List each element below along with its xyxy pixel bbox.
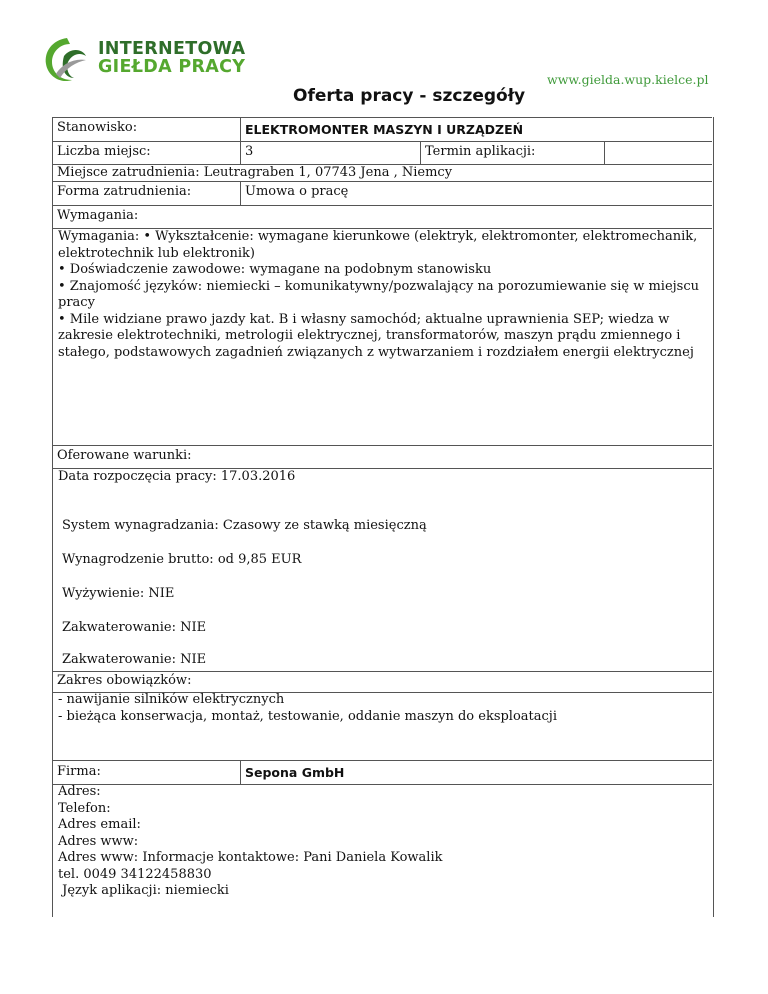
position-value: ELEKTROMONTER MASZYN I URZĄDZEŃ (245, 122, 524, 137)
condition-item: Wyżywienie: NIE (62, 586, 175, 601)
position-row (52, 117, 712, 141)
contact-text (52, 784, 712, 900)
logo-line-1: INTERNETOWA (98, 39, 246, 59)
location-row (52, 164, 712, 181)
openings-label: Liczba miejsc: (57, 144, 151, 159)
conditions-header-row (52, 445, 712, 468)
deadline-label: Termin aplikacji: (425, 144, 536, 159)
duties-header-row (52, 671, 712, 692)
condition-item: Zakwaterowanie: NIE (62, 652, 207, 667)
deadline-value (604, 142, 712, 164)
company-value: Sepona GmbH (245, 765, 345, 780)
requirements-line: zakresie elektrotechniki, metrologii elektrycznej, transformatorów, maszyn prądu zmiennego i (58, 328, 681, 343)
requirements-line: elektrotechnik lub elektronik) (58, 245, 255, 261)
conditions-label: Oferowane warunki: (57, 448, 192, 463)
employment-label: Forma zatrudnienia: (57, 184, 192, 199)
contact-line: Adres www: (58, 833, 139, 849)
requirements-line: Wymagania: • Wykształcenie: wymagane kierunkowe (elektryk, elektromonter, elektromechanik, (58, 229, 698, 244)
requirements-line: • Doświadczenie zawodowe: wymagane na podobnym stanowisku (58, 262, 492, 277)
requirements-header-row (52, 205, 712, 228)
location-text: Miejsce zatrudnienia: Leutragraben 1, 07743 Jena , Niemcy (57, 165, 453, 180)
contact-line: Adres www: Informacje kontaktowe: Pani Daniela Kowalik (58, 850, 443, 865)
page-title: Oferta pracy - szczegóły (293, 86, 526, 106)
site-url-link[interactable]: www.gielda.wup.kielce.pl (547, 72, 709, 87)
start-date: Data rozpoczęcia pracy: 17.03.2016 (58, 469, 296, 484)
openings-row (52, 141, 712, 164)
requirements-line: • Znajomość języków: niemiecki – komunikatywny/pozwalający na porozumiewanie się w miejscu (58, 278, 699, 294)
conditions-row (52, 468, 712, 671)
contact-line: Język aplikacji: niemiecki (58, 883, 229, 898)
condition-item: System wynagradzania: Czasowy ze stawką miesięczną (62, 518, 427, 533)
employment-value: Umowa o pracę (245, 184, 349, 199)
employment-row (52, 181, 712, 205)
logo (40, 34, 246, 86)
contact-line: tel. 0049 34122458830 (58, 866, 212, 882)
requirements-line: pracy (58, 295, 95, 310)
requirements-label: Wymagania: (57, 208, 139, 223)
duties-text (52, 692, 712, 725)
duties-line: - bieżąca konserwacja, montaż, testowanie, oddanie maszyn do eksploatacji (58, 708, 557, 724)
logo-mark-icon (40, 34, 94, 86)
company-label: Firma: (57, 764, 101, 779)
requirements-line: stałego, podstawowych zagadnień związanych z wytwarzaniem i rozdziałem energii elektrycznej (58, 344, 694, 360)
requirements-line: • Mile widziane prawo jazdy kat. B i własny samochód; aktualne uprawnienia SEP; wiedza w (58, 311, 670, 327)
duties-line: - nawijanie silników elektrycznych (58, 692, 285, 707)
condition-item: Zakwaterowanie: NIE (62, 620, 207, 635)
company-row (52, 760, 712, 784)
contact-line: Telefon: (58, 800, 111, 816)
logo-line-2: GIEŁDA PRACY (98, 57, 246, 77)
openings-value: 3 (245, 144, 254, 159)
contact-line: Adres email: (58, 817, 141, 832)
requirements-text (52, 229, 712, 361)
contact-line: Adres: (58, 784, 101, 799)
position-label: Stanowisko: (57, 120, 138, 135)
duties-label: Zakres obowiązków: (57, 673, 192, 688)
condition-item: Wynagrodzenie brutto: od 9,85 EUR (62, 552, 302, 567)
